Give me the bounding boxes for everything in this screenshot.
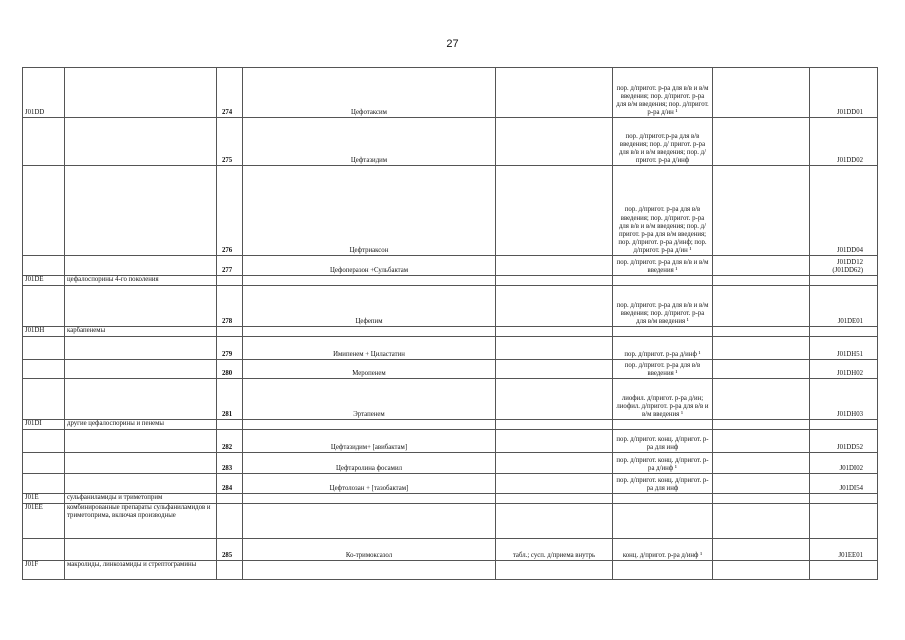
atc-code-cell: [810, 276, 878, 286]
section-row: [23, 276, 878, 286]
table-row: [23, 256, 878, 276]
table-row: [23, 360, 878, 379]
extra-cell: [713, 453, 810, 474]
number-cell: 275: [217, 118, 243, 166]
extra-cell: [713, 360, 810, 379]
group-cell: [65, 453, 217, 474]
form-cell: [496, 360, 613, 379]
form-cell: табл.; сусп. д/приема внутрь: [496, 539, 613, 561]
dosage-form-cell: пор. д/пригот. конц. д/пригот. р-ра д/инф ¹: [613, 453, 713, 474]
dosage-form-cell: [613, 504, 713, 539]
drug-name-cell: Меропенем: [243, 360, 496, 379]
table-row: [23, 539, 878, 561]
table-row: [23, 430, 878, 453]
extra-cell: [713, 539, 810, 561]
form-cell: [496, 166, 613, 256]
atc-code-cell: J01DE01: [810, 286, 878, 327]
atc-code-cell: J01DD01: [810, 68, 878, 118]
extra-cell: [713, 118, 810, 166]
extra-cell: [713, 494, 810, 504]
extra-cell: [713, 256, 810, 276]
dosage-form-cell: конц. д/пригот. р-ра д/инф ¹: [613, 539, 713, 561]
extra-cell: [713, 276, 810, 286]
drug-name-cell: [243, 327, 496, 337]
drug-name-cell: [243, 504, 496, 539]
atc-code-cell: [810, 494, 878, 504]
drug-name-cell: Цефтазидим: [243, 118, 496, 166]
form-cell: [496, 379, 613, 420]
form-cell: [496, 327, 613, 337]
section-row: [23, 494, 878, 504]
section-row: [23, 561, 878, 580]
dosage-form-cell: пор. д/пригот.р-ра для в/в введения; пор. д/ пригот. р-ра для в/в и в/м введения; пор. д/пригот. р-ра д/инф: [613, 118, 713, 166]
table-row: [23, 337, 878, 360]
atc-code-cell: J01DD12 (J01DD62): [810, 256, 878, 276]
code-cell: J01EE: [23, 504, 65, 539]
group-cell: [65, 337, 217, 360]
group-cell: [65, 379, 217, 420]
form-cell: [496, 68, 613, 118]
atc-code-cell: J01DI54: [810, 474, 878, 494]
atc-code-cell: J01DI02: [810, 453, 878, 474]
drug-name-cell: Ко-тримоксазол: [243, 539, 496, 561]
dosage-form-cell: [613, 561, 713, 580]
drug-name-cell: [243, 561, 496, 580]
table-row: [23, 453, 878, 474]
number-cell: 274: [217, 68, 243, 118]
table-row: [23, 286, 878, 327]
dosage-form-cell: пор. д/пригот. р-ра для в/в и в/м введения ¹: [613, 256, 713, 276]
dosage-form-cell: пор. д/пригот. р-ра для в/в и в/м введения; пор. д/пригот. р-ра для в/м введения ¹: [613, 286, 713, 327]
dosage-form-cell: пор. д/пригот. р-ра д/инф ¹: [613, 337, 713, 360]
extra-cell: [713, 68, 810, 118]
number-cell: [217, 420, 243, 430]
atc-code-cell: [810, 327, 878, 337]
code-cell: [23, 474, 65, 494]
number-cell: 280: [217, 360, 243, 379]
number-cell: 284: [217, 474, 243, 494]
code-cell: [23, 286, 65, 327]
table-row: [23, 118, 878, 166]
code-cell: [23, 430, 65, 453]
number-cell: 276: [217, 166, 243, 256]
code-cell: [23, 337, 65, 360]
form-cell: [496, 420, 613, 430]
group-cell: цефалоспорины 4-го поколения: [65, 276, 217, 286]
group-cell: [65, 256, 217, 276]
form-cell: [496, 561, 613, 580]
dosage-form-cell: [613, 494, 713, 504]
drug-name-cell: [243, 276, 496, 286]
extra-cell: [713, 420, 810, 430]
drug-name-cell: Цефотаксим: [243, 68, 496, 118]
drug-name-cell: Цефтолозан + [тазобактам]: [243, 474, 496, 494]
page-number: 27: [446, 38, 459, 50]
code-cell: J01E: [23, 494, 65, 504]
group-cell: [65, 68, 217, 118]
code-cell: J01F: [23, 561, 65, 580]
form-cell: [496, 474, 613, 494]
table-row: [23, 68, 878, 118]
form-cell: [496, 430, 613, 453]
extra-cell: [713, 430, 810, 453]
group-cell: [65, 430, 217, 453]
table-row: [23, 379, 878, 420]
atc-code-cell: J01EE01: [810, 539, 878, 561]
group-cell: [65, 166, 217, 256]
code-cell: J01DD: [23, 68, 65, 118]
group-cell: макролиды, линкозамиды и стрептограмины: [65, 561, 217, 580]
code-cell: [23, 453, 65, 474]
form-cell: [496, 118, 613, 166]
drug-name-cell: Цефепим: [243, 286, 496, 327]
atc-code-cell: J01DH51: [810, 337, 878, 360]
dosage-form-cell: пор. д/пригот. р-ра для в/в и в/м введения; пор. д/пригот. р-ра для в/м введения; пор. д/пригот. р-ра д/ин ¹: [613, 68, 713, 118]
extra-cell: [713, 474, 810, 494]
section-row: [23, 420, 878, 430]
dosage-form-cell: [613, 327, 713, 337]
group-cell: другие цефалоспорины и пенемы: [65, 420, 217, 430]
extra-cell: [713, 327, 810, 337]
atc-code-cell: J01DD02: [810, 118, 878, 166]
code-cell: J01DE: [23, 276, 65, 286]
dosage-form-cell: [613, 420, 713, 430]
group-cell: [65, 286, 217, 327]
number-cell: [217, 561, 243, 580]
drug-name-cell: Цефтазидим+ [авибактам]: [243, 430, 496, 453]
section-row: [23, 504, 878, 539]
extra-cell: [713, 286, 810, 327]
code-cell: [23, 539, 65, 561]
group-cell: карбапенемы: [65, 327, 217, 337]
code-cell: [23, 360, 65, 379]
form-cell: [496, 337, 613, 360]
atc-code-cell: [810, 420, 878, 430]
dosage-form-cell: пор. д/пригот. конц. д/пригот. р-ра для инф: [613, 474, 713, 494]
number-cell: 278: [217, 286, 243, 327]
extra-cell: [713, 561, 810, 580]
form-cell: [496, 504, 613, 539]
atc-code-cell: J01DD52: [810, 430, 878, 453]
dosage-form-cell: [613, 276, 713, 286]
atc-code-cell: [810, 504, 878, 539]
number-cell: 281: [217, 379, 243, 420]
atc-code-cell: J01DH02: [810, 360, 878, 379]
extra-cell: [713, 504, 810, 539]
form-cell: [496, 453, 613, 474]
form-cell: [496, 276, 613, 286]
number-cell: 279: [217, 337, 243, 360]
group-cell: [65, 474, 217, 494]
dosage-form-cell: пор. д/пригот. р-ра для в/в введения; пор. д/пригот. р-ра для в/в и в/м введения; пор. д/пригот. р-ра для в/м введения; пор. д/пригот. р-ра д/инф; пор. д/пригот. р-ра д/ин ¹: [613, 166, 713, 256]
code-cell: [23, 166, 65, 256]
drug-name-cell: Цефтриаксон: [243, 166, 496, 256]
drug-name-cell: Цефоперазон +Сульбактам: [243, 256, 496, 276]
extra-cell: [713, 337, 810, 360]
dosage-form-cell: пор. д/пригот. конц. д/пригот. р-ра для инф: [613, 430, 713, 453]
drug-name-cell: Имипенем + Циластатин: [243, 337, 496, 360]
number-cell: 285: [217, 539, 243, 561]
number-cell: [217, 276, 243, 286]
dosage-form-cell: лиофил. д/пригот. р-ра д/ин; лиофил. д/пригот. р-ра для в/в и в/м введения ¹: [613, 379, 713, 420]
group-cell: [65, 118, 217, 166]
number-cell: [217, 494, 243, 504]
number-cell: 282: [217, 430, 243, 453]
code-cell: J01DH: [23, 327, 65, 337]
drug-name-cell: [243, 420, 496, 430]
form-cell: [496, 494, 613, 504]
group-cell: сульфаниламиды и триметоприм: [65, 494, 217, 504]
drug-name-cell: [243, 494, 496, 504]
group-cell: [65, 539, 217, 561]
atc-code-cell: [810, 561, 878, 580]
atc-code-cell: J01DD04: [810, 166, 878, 256]
atc-code-cell: J01DH03: [810, 379, 878, 420]
group-cell: комбинированные препараты сульфаниламидов и триметоприма, включая производные: [65, 504, 217, 539]
number-cell: 277: [217, 256, 243, 276]
drug-name-cell: Эртапенем: [243, 379, 496, 420]
number-cell: 283: [217, 453, 243, 474]
extra-cell: [713, 379, 810, 420]
number-cell: [217, 504, 243, 539]
table-row: [23, 166, 878, 256]
table-row: [23, 474, 878, 494]
code-cell: J01DI: [23, 420, 65, 430]
form-cell: [496, 286, 613, 327]
form-cell: [496, 256, 613, 276]
number-cell: [217, 327, 243, 337]
section-row: [23, 327, 878, 337]
code-cell: [23, 118, 65, 166]
drug-table: [22, 67, 878, 580]
extra-cell: [713, 166, 810, 256]
drug-name-cell: Цефтаролина фосамил: [243, 453, 496, 474]
dosage-form-cell: пор. д/пригот. р-ра для в/в введения ¹: [613, 360, 713, 379]
code-cell: [23, 379, 65, 420]
group-cell: [65, 360, 217, 379]
code-cell: [23, 256, 65, 276]
